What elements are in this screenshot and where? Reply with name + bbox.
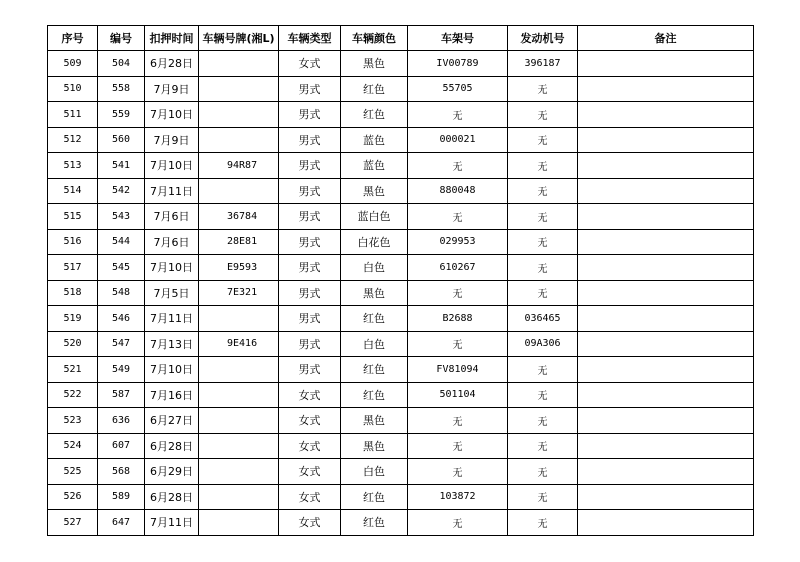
cell-impound-time: 6月28日: [145, 433, 199, 459]
cell-number: 568: [98, 459, 145, 485]
cell-type: 男式: [279, 102, 341, 128]
cell-color: 红色: [341, 76, 408, 102]
cell-remarks: [578, 76, 754, 102]
cell-impound-time: 7月10日: [145, 255, 199, 281]
cell-serial: 515: [48, 204, 98, 230]
cell-remarks: [578, 102, 754, 128]
cell-serial: 526: [48, 484, 98, 510]
cell-remarks: [578, 153, 754, 179]
cell-number: 546: [98, 306, 145, 332]
cell-frame-no: 无: [408, 280, 508, 306]
cell-plate: E9593: [199, 255, 279, 281]
cell-number: 545: [98, 255, 145, 281]
cell-frame-no: 610267: [408, 255, 508, 281]
cell-frame-no: 无: [408, 331, 508, 357]
cell-number: 549: [98, 357, 145, 383]
cell-plate: 9E416: [199, 331, 279, 357]
cell-engine-no: 无: [508, 510, 578, 536]
cell-engine-no: 无: [508, 357, 578, 383]
cell-number: 560: [98, 127, 145, 153]
cell-number: 547: [98, 331, 145, 357]
cell-color: 黑色: [341, 51, 408, 77]
cell-color: 红色: [341, 510, 408, 536]
cell-engine-no: 无: [508, 229, 578, 255]
cell-number: 543: [98, 204, 145, 230]
cell-engine-no: 无: [508, 459, 578, 485]
cell-type: 男式: [279, 178, 341, 204]
table-row: [48, 102, 754, 128]
cell-type: 女式: [279, 51, 341, 77]
cell-engine-no: 无: [508, 433, 578, 459]
table-row: [48, 229, 754, 255]
cell-type: 女式: [279, 459, 341, 485]
cell-frame-no: 880048: [408, 178, 508, 204]
cell-number: 541: [98, 153, 145, 179]
cell-remarks: [578, 255, 754, 281]
cell-remarks: [578, 204, 754, 230]
cell-impound-time: 7月11日: [145, 178, 199, 204]
cell-remarks: [578, 382, 754, 408]
cell-engine-no: 无: [508, 204, 578, 230]
cell-number: 558: [98, 76, 145, 102]
table-body: [48, 51, 754, 536]
cell-type: 男式: [279, 357, 341, 383]
cell-serial: 517: [48, 255, 98, 281]
cell-impound-time: 7月13日: [145, 331, 199, 357]
cell-number: 589: [98, 484, 145, 510]
cell-remarks: [578, 178, 754, 204]
cell-serial: 512: [48, 127, 98, 153]
cell-type: 女式: [279, 433, 341, 459]
cell-serial: 519: [48, 306, 98, 332]
cell-type: 男式: [279, 331, 341, 357]
cell-remarks: [578, 510, 754, 536]
cell-color: 黑色: [341, 178, 408, 204]
cell-remarks: [578, 280, 754, 306]
cell-number: 647: [98, 510, 145, 536]
cell-plate: 94R87: [199, 153, 279, 179]
cell-frame-no: 无: [408, 459, 508, 485]
cell-serial: 525: [48, 459, 98, 485]
cell-color: 红色: [341, 382, 408, 408]
cell-serial: 527: [48, 510, 98, 536]
col-header-remarks: 备注: [578, 26, 754, 51]
cell-remarks: [578, 127, 754, 153]
cell-type: 男式: [279, 127, 341, 153]
cell-plate: [199, 408, 279, 434]
cell-frame-no: 029953: [408, 229, 508, 255]
col-header-impound-time: 扣押时间: [145, 26, 199, 51]
cell-impound-time: 7月5日: [145, 280, 199, 306]
cell-type: 男式: [279, 280, 341, 306]
col-header-plate: 车辆号牌(湘L): [199, 26, 279, 51]
cell-plate: [199, 306, 279, 332]
cell-serial: 516: [48, 229, 98, 255]
table-row: [48, 331, 754, 357]
cell-remarks: [578, 433, 754, 459]
cell-plate: [199, 76, 279, 102]
cell-serial: 521: [48, 357, 98, 383]
cell-plate: [199, 382, 279, 408]
table-row: [48, 76, 754, 102]
cell-color: 黑色: [341, 433, 408, 459]
cell-frame-no: 无: [408, 510, 508, 536]
cell-color: 蓝色: [341, 153, 408, 179]
cell-impound-time: 7月9日: [145, 76, 199, 102]
cell-number: 587: [98, 382, 145, 408]
cell-serial: 518: [48, 280, 98, 306]
cell-serial: 509: [48, 51, 98, 77]
header-row: [48, 26, 754, 51]
cell-remarks: [578, 51, 754, 77]
cell-type: 男式: [279, 153, 341, 179]
cell-color: 白色: [341, 255, 408, 281]
cell-color: 黑色: [341, 280, 408, 306]
cell-engine-no: 无: [508, 102, 578, 128]
cell-color: 蓝白色: [341, 204, 408, 230]
cell-frame-no: FV81094: [408, 357, 508, 383]
cell-type: 男式: [279, 76, 341, 102]
table-row: [48, 255, 754, 281]
cell-remarks: [578, 306, 754, 332]
cell-type: 男式: [279, 306, 341, 332]
cell-impound-time: 6月28日: [145, 51, 199, 77]
cell-remarks: [578, 229, 754, 255]
cell-frame-no: 无: [408, 408, 508, 434]
col-header-color: 车辆颜色: [341, 26, 408, 51]
cell-plate: [199, 178, 279, 204]
cell-color: 白花色: [341, 229, 408, 255]
cell-engine-no: 396187: [508, 51, 578, 77]
cell-color: 白色: [341, 459, 408, 485]
cell-engine-no: 09A306: [508, 331, 578, 357]
cell-plate: [199, 51, 279, 77]
cell-color: 红色: [341, 357, 408, 383]
cell-frame-no: 无: [408, 102, 508, 128]
cell-engine-no: 无: [508, 178, 578, 204]
cell-serial: 513: [48, 153, 98, 179]
table-row: [48, 280, 754, 306]
table-row: [48, 408, 754, 434]
cell-number: 504: [98, 51, 145, 77]
cell-color: 红色: [341, 102, 408, 128]
table-row: [48, 433, 754, 459]
cell-type: 女式: [279, 382, 341, 408]
cell-impound-time: 7月10日: [145, 102, 199, 128]
vehicle-impound-table: [47, 25, 754, 536]
cell-engine-no: 无: [508, 153, 578, 179]
cell-engine-no: 无: [508, 280, 578, 306]
cell-remarks: [578, 408, 754, 434]
cell-remarks: [578, 459, 754, 485]
cell-engine-no: 036465: [508, 306, 578, 332]
cell-remarks: [578, 331, 754, 357]
cell-plate: [199, 459, 279, 485]
cell-plate: [199, 102, 279, 128]
cell-number: 607: [98, 433, 145, 459]
table-row: [48, 484, 754, 510]
table-row: [48, 306, 754, 332]
cell-impound-time: 6月29日: [145, 459, 199, 485]
cell-plate: [199, 357, 279, 383]
cell-number: 559: [98, 102, 145, 128]
cell-type: 男式: [279, 255, 341, 281]
cell-number: 544: [98, 229, 145, 255]
cell-impound-time: 6月27日: [145, 408, 199, 434]
cell-serial: 514: [48, 178, 98, 204]
cell-engine-no: 无: [508, 382, 578, 408]
cell-engine-no: 无: [508, 408, 578, 434]
col-header-engine-no: 发动机号: [508, 26, 578, 51]
cell-impound-time: 6月28日: [145, 484, 199, 510]
col-header-number: 编号: [98, 26, 145, 51]
cell-type: 女式: [279, 408, 341, 434]
cell-plate: 28E81: [199, 229, 279, 255]
cell-serial: 510: [48, 76, 98, 102]
cell-plate: [199, 484, 279, 510]
cell-number: 636: [98, 408, 145, 434]
cell-frame-no: 103872: [408, 484, 508, 510]
cell-plate: 36784: [199, 204, 279, 230]
cell-frame-no: 55705: [408, 76, 508, 102]
cell-plate: [199, 433, 279, 459]
table-row: [48, 153, 754, 179]
cell-engine-no: 无: [508, 484, 578, 510]
cell-impound-time: 7月6日: [145, 229, 199, 255]
table-row: [48, 204, 754, 230]
cell-plate: [199, 127, 279, 153]
cell-frame-no: IV00789: [408, 51, 508, 77]
cell-impound-time: 7月9日: [145, 127, 199, 153]
cell-frame-no: 无: [408, 433, 508, 459]
cell-impound-time: 7月16日: [145, 382, 199, 408]
table-row: [48, 178, 754, 204]
cell-serial: 523: [48, 408, 98, 434]
table-row: [48, 127, 754, 153]
cell-type: 女式: [279, 484, 341, 510]
cell-impound-time: 7月11日: [145, 306, 199, 332]
cell-frame-no: 无: [408, 204, 508, 230]
cell-color: 蓝色: [341, 127, 408, 153]
cell-serial: 511: [48, 102, 98, 128]
cell-engine-no: 无: [508, 76, 578, 102]
cell-color: 红色: [341, 484, 408, 510]
cell-color: 黑色: [341, 408, 408, 434]
cell-impound-time: 7月10日: [145, 357, 199, 383]
col-header-frame-no: 车架号: [408, 26, 508, 51]
cell-plate: 7E321: [199, 280, 279, 306]
cell-serial: 520: [48, 331, 98, 357]
cell-type: 男式: [279, 204, 341, 230]
cell-frame-no: B2688: [408, 306, 508, 332]
table-row: [48, 459, 754, 485]
table-row: [48, 510, 754, 536]
col-header-type: 车辆类型: [279, 26, 341, 51]
table-row: [48, 357, 754, 383]
cell-remarks: [578, 357, 754, 383]
table-row: [48, 382, 754, 408]
cell-type: 女式: [279, 510, 341, 536]
cell-frame-no: 无: [408, 153, 508, 179]
cell-remarks: [578, 484, 754, 510]
cell-number: 542: [98, 178, 145, 204]
cell-serial: 522: [48, 382, 98, 408]
cell-frame-no: 000021: [408, 127, 508, 153]
cell-color: 红色: [341, 306, 408, 332]
cell-impound-time: 7月10日: [145, 153, 199, 179]
col-header-serial: 序号: [48, 26, 98, 51]
cell-impound-time: 7月11日: [145, 510, 199, 536]
cell-serial: 524: [48, 433, 98, 459]
cell-frame-no: 501104: [408, 382, 508, 408]
cell-number: 548: [98, 280, 145, 306]
cell-engine-no: 无: [508, 127, 578, 153]
cell-engine-no: 无: [508, 255, 578, 281]
cell-plate: [199, 510, 279, 536]
cell-impound-time: 7月6日: [145, 204, 199, 230]
cell-color: 白色: [341, 331, 408, 357]
cell-type: 男式: [279, 229, 341, 255]
table-row: [48, 51, 754, 77]
